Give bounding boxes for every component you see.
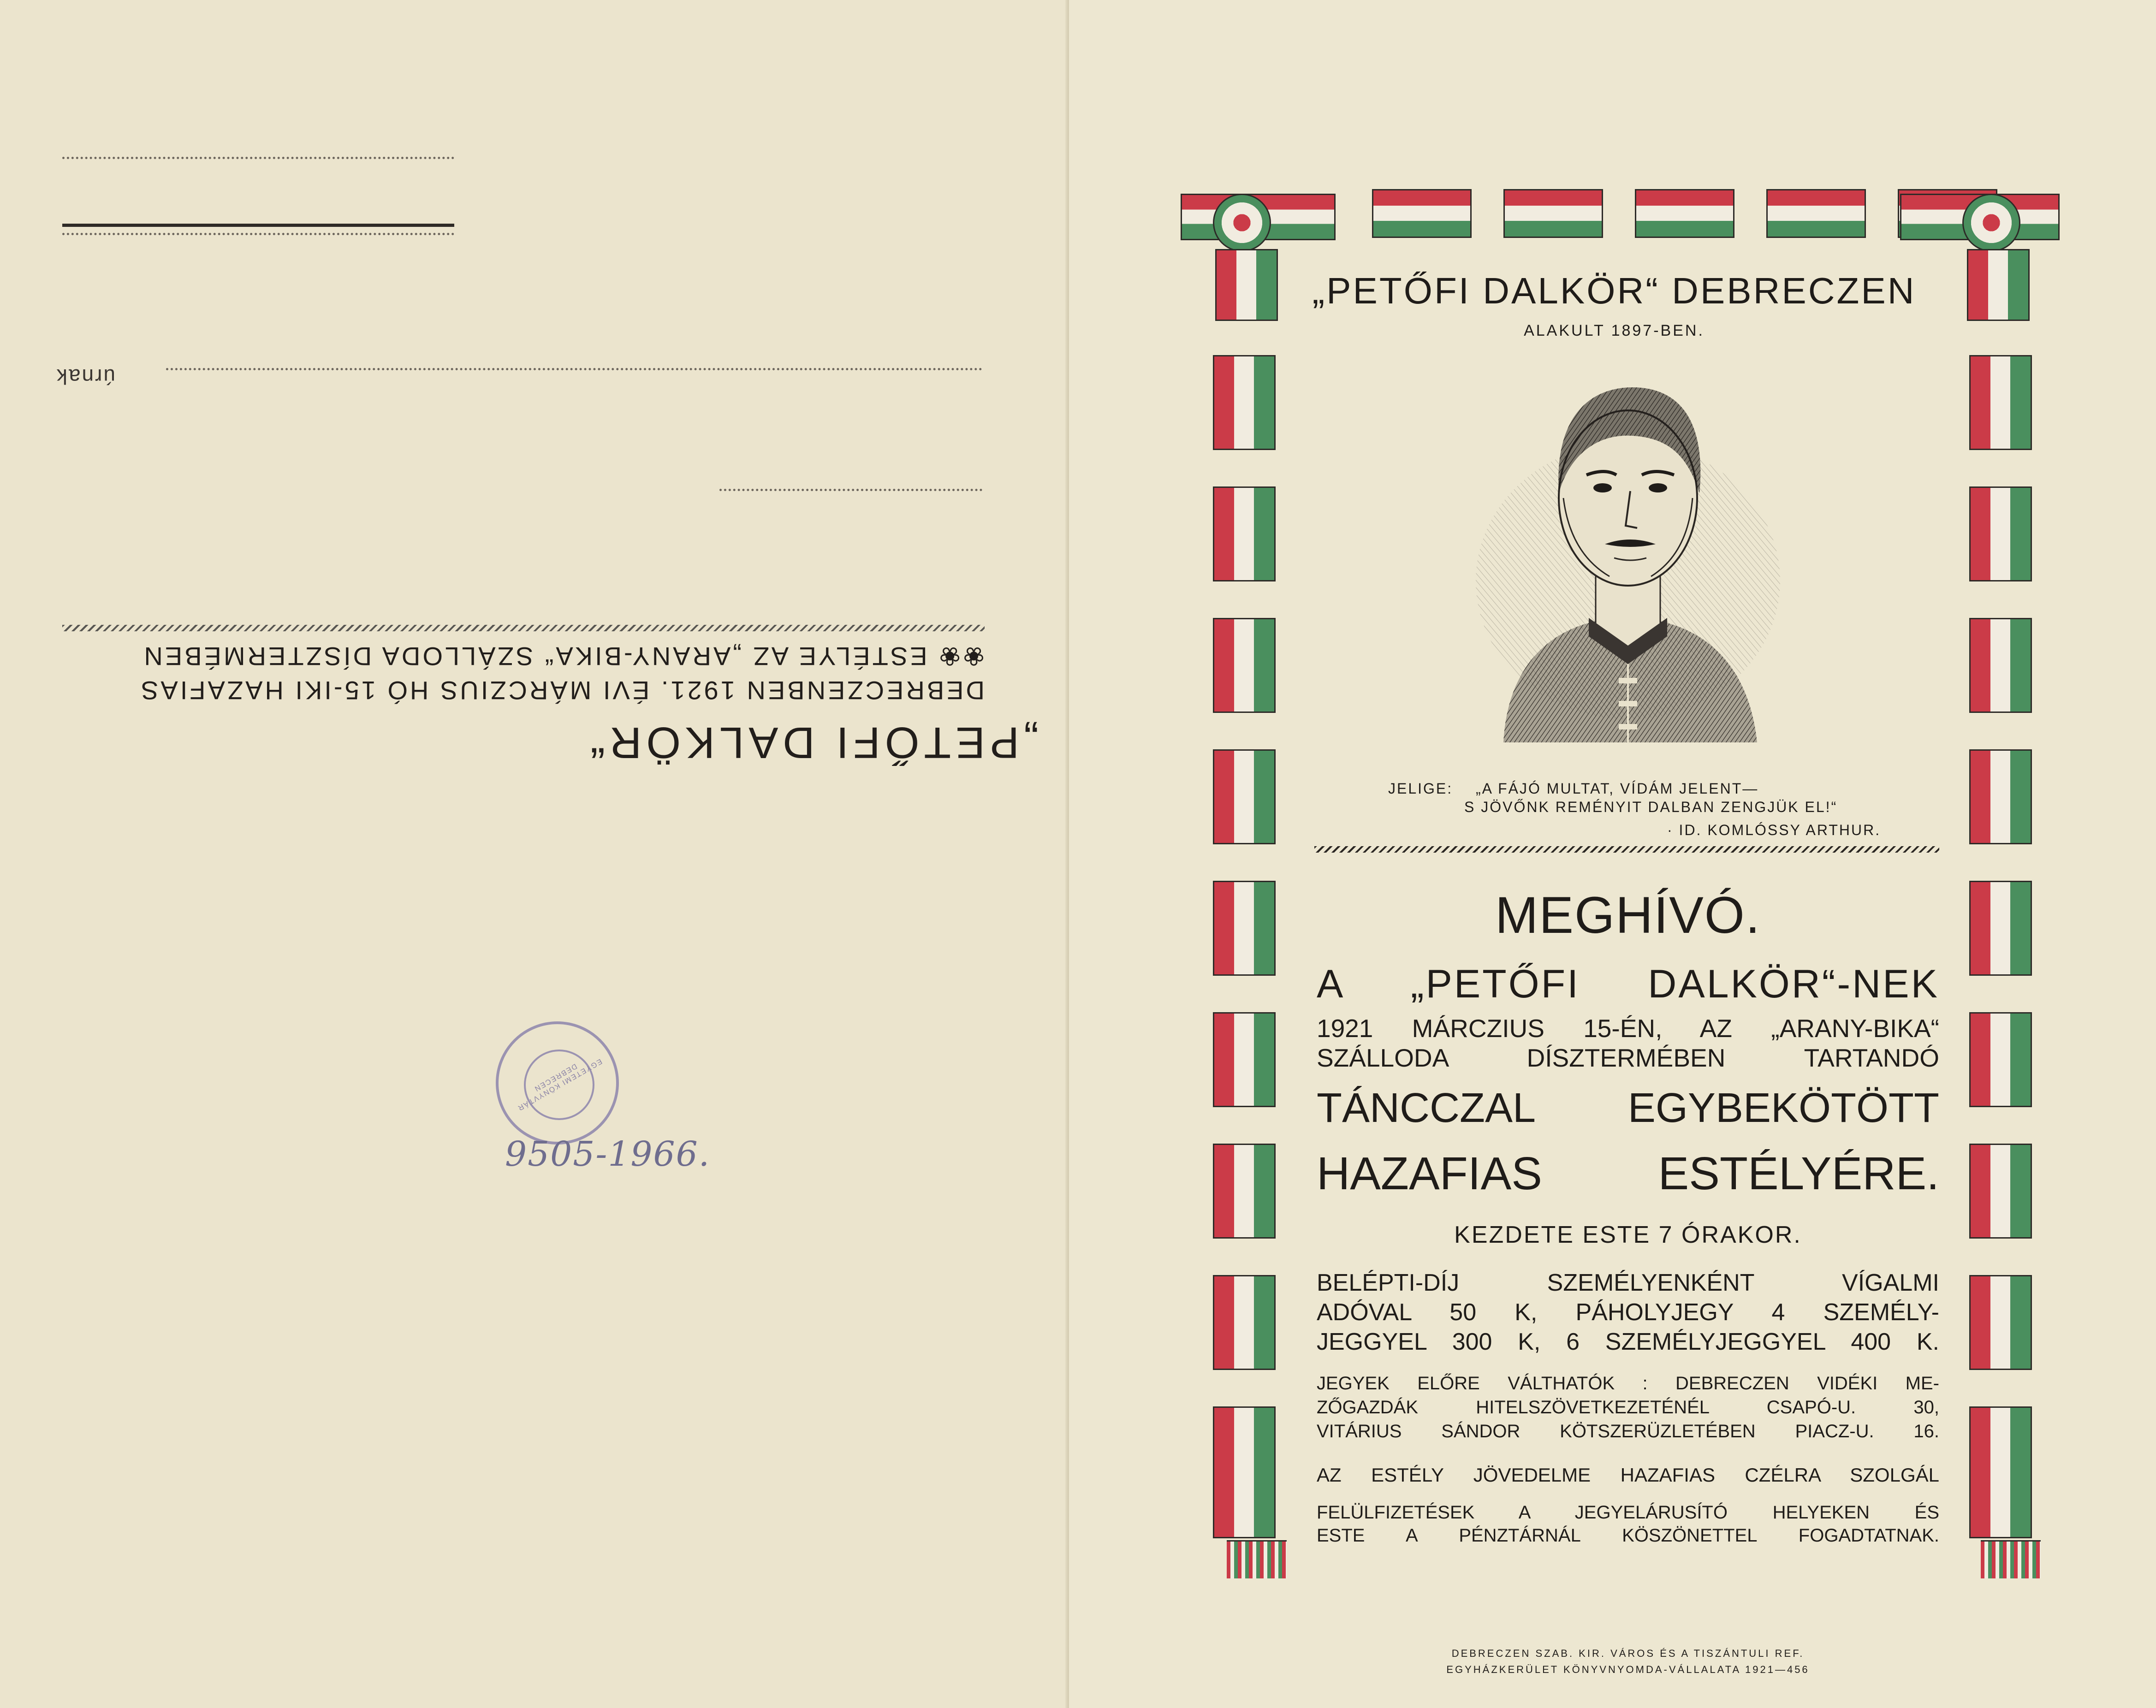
flag-left-1 [1213, 355, 1276, 450]
front-wavy-rule [1314, 846, 1939, 853]
purpose-line: AZ ESTÉLY JÖVEDELME HAZAFIAS CZÉLRA SZOLGÁL [1317, 1464, 1939, 1486]
back-line-1: DEBRECZENBEN 1921. ÉVI MÁRCZIUS HÓ 15-IKI HAZAFIAS [139, 676, 985, 705]
fee-line-1: BELÉPTI-DÍJ SZEMÉLYENKÉNT VÍGALMI [1317, 1269, 1939, 1296]
accession-number: 9505-1966. [505, 1134, 711, 1174]
library-stamp [496, 1021, 619, 1145]
flag-left-4 [1213, 749, 1276, 844]
flag-top-1 [1372, 189, 1472, 238]
flag-top-2 [1503, 189, 1603, 238]
flag-right-2 [1969, 486, 2032, 581]
tickets-line-2: ZŐGAZDÁK HITELSZÖVETKEZETÉNÉL CSAPÓ-U. 30, [1317, 1397, 1939, 1417]
body-line-e: HAZAFIAS ESTÉLYÉRE. [1317, 1148, 1939, 1199]
address-line-3 [166, 368, 982, 370]
rosette-top-right [1962, 194, 2020, 252]
fee-line-2: ADÓVAL 50 K, PÁHOLYJEGY 4 SZEMÉLY- [1317, 1299, 1939, 1326]
flag-left-7 [1213, 1144, 1276, 1239]
flag-right-9 [1969, 1406, 2032, 1538]
back-title: „PETŐFI DALKÖR“ [586, 718, 1039, 767]
tickets-line-1: JEGYEK ELŐRE VÁLTHATÓK : DEBRECZEN VIDÉKI ME- [1317, 1373, 1939, 1394]
address-line-4 [719, 489, 982, 491]
invitation-title: MEGHÍVÓ. [1495, 886, 1761, 944]
fringe-right [1981, 1540, 2041, 1578]
tickets-line-3: VITÁRIUS SÁNDOR KÖTSZERÜZLETÉBEN PIACZ-U. 16. [1317, 1421, 1939, 1441]
start-time: KEZDETE ESTE 7 ÓRAKOR. [1454, 1222, 1802, 1248]
flag-left-5 [1213, 881, 1276, 976]
back-line-2 [62, 641, 985, 671]
portrait-engraving [1471, 360, 1785, 742]
recipient-suffix: úrnak [55, 365, 116, 389]
flag-top-3 [1635, 189, 1734, 238]
thanks-line-1: FELÜLFIZETÉSEK A JEGYELÁRUSÍTÓ HELYEKEN ÉS [1317, 1502, 1939, 1523]
body-line-a: A „PETŐFI DALKÖR“-NEK [1317, 962, 1939, 1006]
flag-right-7 [1969, 1144, 2032, 1239]
motto-line-1: „A FÁJÓ MULTAT, VÍDÁM JELENT— [1476, 780, 1759, 797]
flag-right-8 [1969, 1275, 2032, 1370]
flag-right-3 [1969, 618, 2032, 713]
flag-left-2 [1213, 486, 1276, 581]
ribbon-right-top [1967, 249, 2030, 321]
body-line-c: SZÁLLODA DÍSZTERMÉBEN TARTANDÓ [1317, 1044, 1939, 1072]
motto-author: · ID. KOMLÓSSY ARTHUR. [1667, 822, 1881, 838]
flag-top-4 [1766, 189, 1866, 238]
address-rule [62, 224, 454, 227]
flag-right-1 [1969, 355, 2032, 450]
back-cover [0, 0, 1069, 1708]
thanks-line-2: ESTE A PÉNZTÁRNÁL KÖSZÖNETTEL FOGADTATNAK. [1317, 1525, 1939, 1546]
fringe-left [1227, 1540, 1287, 1578]
stamp-text: EGYETEMI KÖNYVTÁR DEBRECEN [516, 1057, 604, 1112]
flag-right-6 [1969, 1012, 2032, 1107]
back-wavy-rule [62, 625, 985, 631]
flag-left-3 [1213, 618, 1276, 713]
society-name: „PETŐFI DALKÖR“ DEBRECZEN [1312, 270, 1916, 311]
fee-line-3: JEGGYEL 300 K, 6 SZEMÉLYJEGGYEL 400 K. [1317, 1328, 1939, 1355]
flag-left-9 [1213, 1406, 1276, 1538]
back-text-2: ESTÉLYE AZ „ARANY-BIKA“ SZÁLLODA DÍSZTERMÉBEN [142, 642, 927, 671]
flag-right-4 [1969, 749, 2032, 844]
rosette-top-left [1213, 194, 1271, 252]
motto-label: JELIGE: [1388, 780, 1453, 797]
ribbon-left-top [1215, 249, 1278, 321]
founded-year: ALAKULT 1897-BEN. [1524, 322, 1705, 339]
printer-line-2: EGYHÁZKERÜLET KÖNYVNYOMDA-VÁLLALATA 1921—456 [1446, 1664, 1810, 1675]
body-line-b: 1921 MÁRCZIUS 15-ÉN, AZ „ARANY-BIKA“ [1317, 1014, 1939, 1043]
flag-left-6 [1213, 1012, 1276, 1107]
flag-right-5 [1969, 881, 2032, 976]
body-line-d: TÁNCCZAL EGYBEKÖTÖTT [1317, 1085, 1939, 1131]
address-line-1 [62, 157, 454, 159]
flag-left-8 [1213, 1275, 1276, 1370]
motto-line-2: S JÖVŐNK REMÉNYIT DALBAN ZENGJÜK EL!“ [1464, 799, 1838, 815]
printer-line-1: DEBRECZEN SZAB. KIR. VÁROS ÉS A TISZÁNTULI REF. [1451, 1648, 1805, 1659]
back-ornament: ❀❀ [937, 642, 985, 671]
address-line-2 [62, 233, 454, 235]
